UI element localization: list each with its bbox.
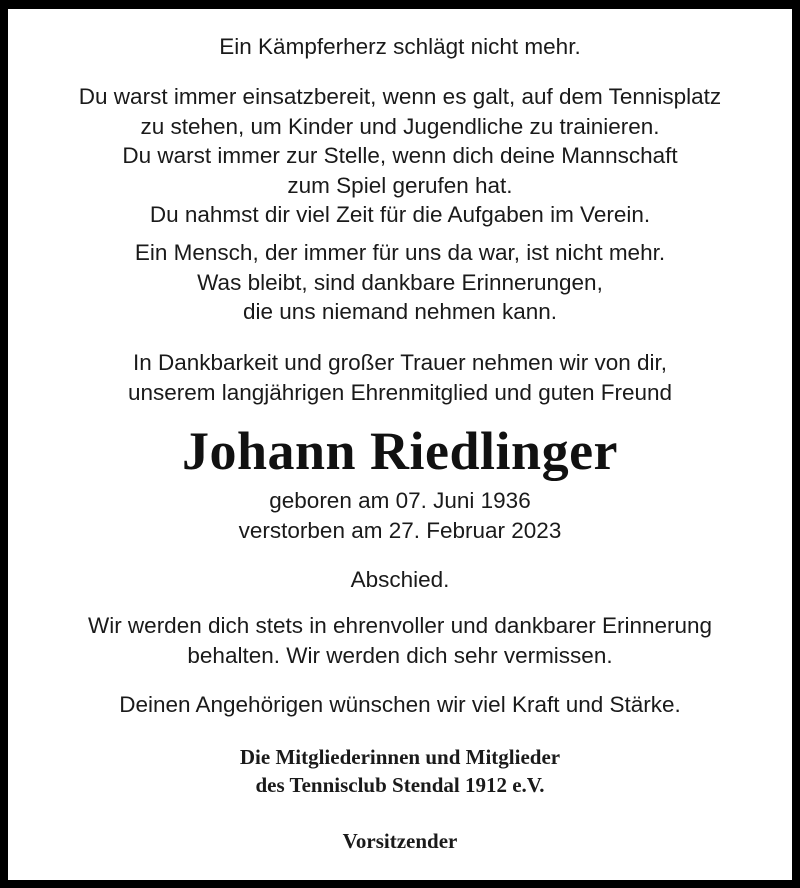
obituary-notice [8, 9, 792, 879]
condolence-text: Deinen Angehörigen wünschen wir viel Kraft und Stärke. [119, 692, 681, 717]
intro-line [8, 32, 792, 62]
life-dates [8, 486, 792, 545]
farewell-intro-line: unserem langjährigen Ehrenmitglied und guten Freund [127, 379, 673, 405]
tribute-line: zum Spiel gerufen hat. [287, 172, 513, 198]
tribute-line: Du warst immer einsatzbereit, wenn es galt, auf dem Tennisplatz [78, 84, 722, 109]
tribute-line: zu stehen, um Kinder und Jugendliche zu trainieren. [140, 113, 660, 139]
signature-line: des Tennisclub Stendal 1912 e.V. [255, 773, 545, 797]
memory-line: Wir werden dich stets in ehrenvoller und dankbarer Erinnerung [87, 613, 713, 638]
farewell-intro-paragraph [8, 348, 792, 407]
signature-line: Die Mitgliederinnen und Mitglieder [239, 745, 561, 769]
tribute-paragraph [8, 82, 792, 230]
memory-line: behalten. Wir werden dich sehr vermissen. [187, 642, 613, 668]
chairman-line [8, 827, 792, 855]
farewell-text: Abschied. [350, 567, 450, 592]
intro-text: Ein Kämpferherz schlägt nicht mehr. [219, 34, 581, 59]
person-line: Was bleibt, sind dankbare Erinnerungen, [197, 269, 603, 295]
person-paragraph [8, 238, 792, 327]
farewell-line [8, 565, 792, 595]
death-date: verstorben am 27. Februar 2023 [238, 517, 562, 543]
signature-block [8, 743, 792, 799]
tribute-line: Du nahmst dir viel Zeit für die Aufgaben im Verein. [149, 202, 651, 227]
person-line: Ein Mensch, der immer für uns da war, ist nicht mehr. [134, 240, 666, 265]
condolence-line [8, 690, 792, 720]
tribute-line: Du warst immer zur Stelle, wenn dich deine Mannschaft [122, 143, 678, 168]
deceased-name: Johann Riedlinger [181, 421, 619, 481]
farewell-intro-line: In Dankbarkeit und großer Trauer nehmen wir von dir, [132, 350, 667, 375]
person-line: die uns niemand nehmen kann. [243, 299, 557, 324]
memory-paragraph [8, 611, 792, 670]
chairman-text: Vorsitzender [342, 829, 458, 853]
birth-date: geboren am 07. Juni 1936 [269, 488, 531, 513]
